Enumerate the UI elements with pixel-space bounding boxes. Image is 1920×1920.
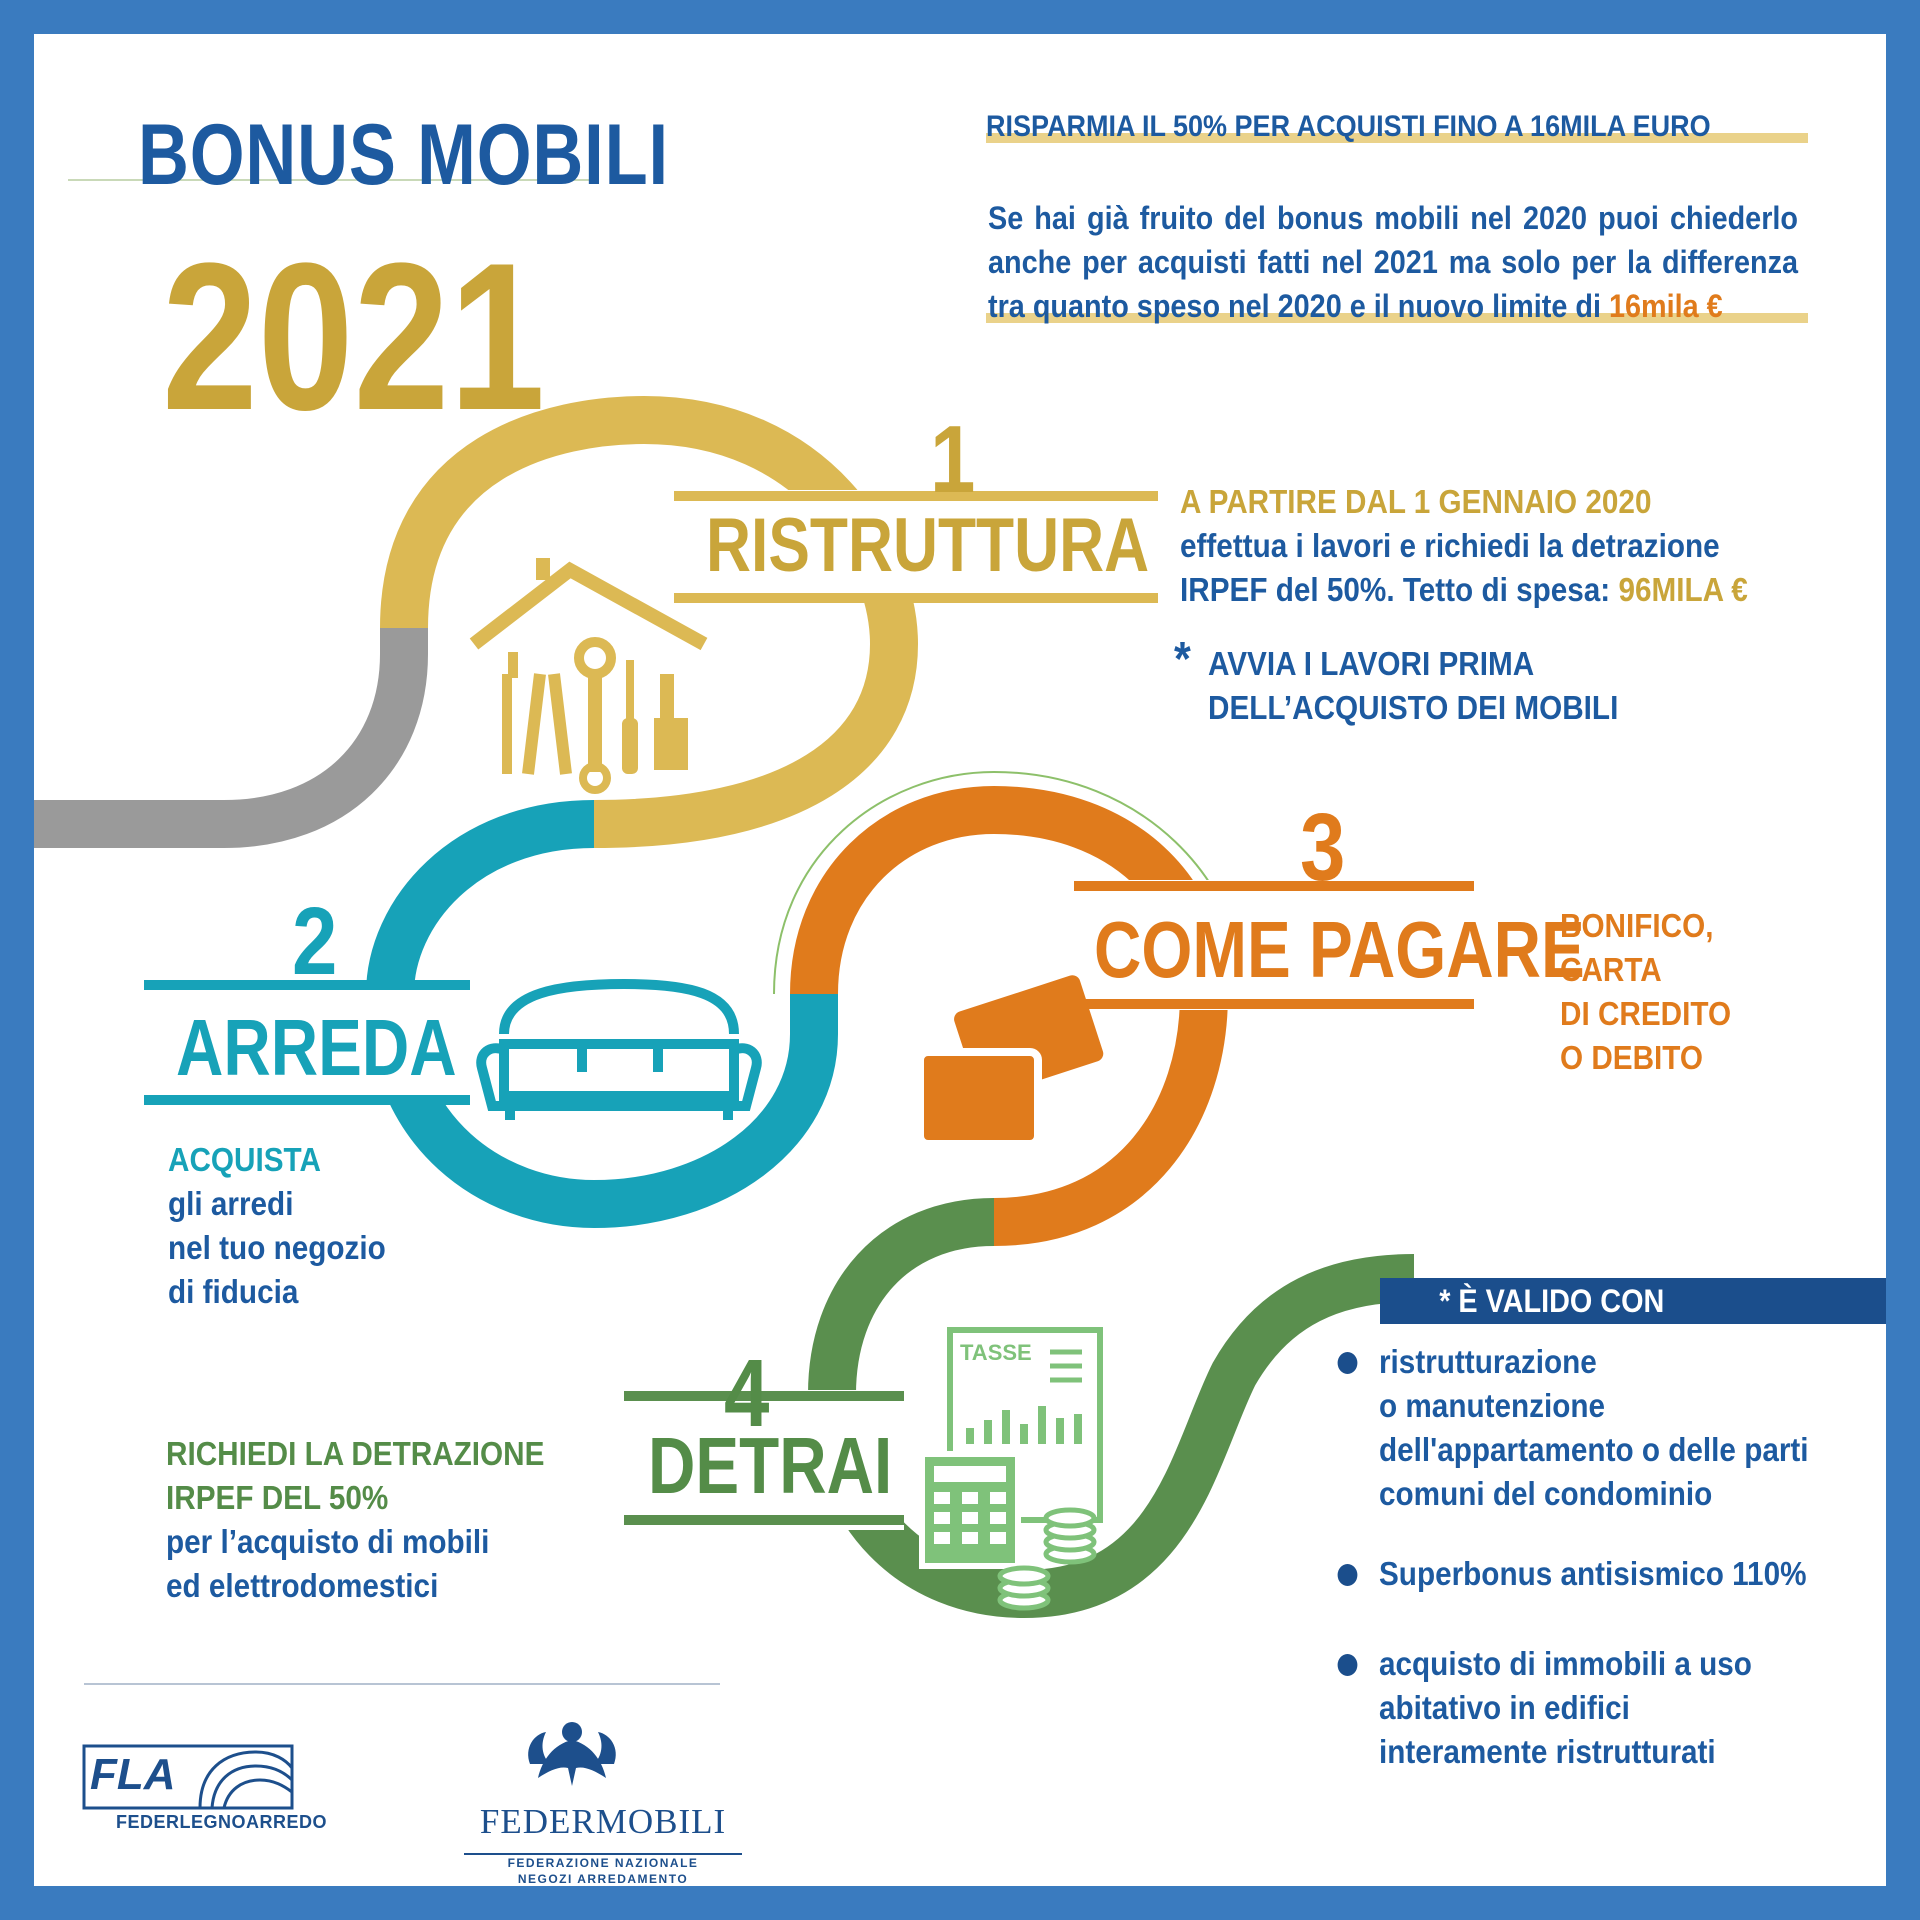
step-2-line3: di fiducia — [168, 1273, 299, 1310]
validity-header: * È VALIDO CON — [1414, 1278, 1886, 1324]
step-1-number: 1 — [930, 406, 976, 513]
intro-paragraph — [988, 196, 1798, 328]
infographic-card — [34, 34, 1886, 1886]
bullet-dot — [1338, 1352, 1358, 1374]
tagline: RISPARMIA IL 50% PER ACQUISTI FINO A 16MILA EURO — [986, 110, 1711, 143]
step-2-heading: ACQUISTA — [168, 1141, 321, 1178]
step-3-line2: CARTA — [1560, 951, 1662, 988]
step-1-note2: DELL’ACQUISTO DEI MOBILI — [1208, 689, 1619, 726]
step-2-line1: gli arredi — [168, 1185, 294, 1222]
step-1-note-star: * — [1174, 633, 1191, 686]
step-1-heading: A PARTIRE DAL 1 GENNAIO 2020 — [1180, 483, 1652, 520]
step-4-number: 4 — [724, 1340, 770, 1447]
fla-logo-mark: FLA — [90, 1750, 176, 1799]
step-1-line1: effettua i lavori e richiedi la detrazione — [1180, 527, 1720, 564]
fla-name: FEDERLEGNOARREDO — [116, 1812, 328, 1832]
intro-highlight: 16mila € — [1608, 288, 1723, 324]
bullet-dot — [1338, 1564, 1358, 1586]
step-4-label: DETRAI — [648, 1421, 893, 1510]
step-4-heading2: IRPEF DEL 50% — [166, 1479, 389, 1516]
step-3-line3: DI CREDITO — [1560, 995, 1732, 1032]
eagle-emblem-icon — [528, 1722, 616, 1786]
step-4-line1: per l’acquisto di mobili — [166, 1523, 490, 1560]
step-3-line1: BONIFICO, — [1560, 907, 1714, 944]
loop-ristruttura — [404, 420, 894, 824]
tax-doc-label: TASSE — [960, 1340, 1032, 1365]
title-bonus-mobili: BONUS MOBILI — [138, 107, 669, 203]
sofa-icon — [481, 984, 757, 1120]
step-2-number: 2 — [292, 888, 338, 995]
step-2-label: ARREDA — [176, 1003, 457, 1092]
federmobili-name: FEDERMOBILI — [479, 1802, 727, 1841]
federmobili-sub1: FEDERAZIONE NAZIONALE — [507, 1856, 699, 1870]
federmobili-sub2: NEGOZI ARREDAMENTO — [517, 1872, 689, 1886]
bullet-dot — [1338, 1654, 1358, 1676]
credit-cards-icon — [920, 973, 1105, 1144]
step-1-note1: AVVIA I LAVORI PRIMA — [1208, 645, 1535, 682]
intro-text: Se hai già fruito del bonus mobili nel 2020 puoi chiederlo anche per acquisti fatti nel 2021 ma solo per la differenza tra quanto speso nel 2020 e il nuovo limite di — [988, 200, 1798, 324]
step-1-highlight: 96MILA € — [1618, 571, 1748, 608]
step-2-line2: nel tuo negozio — [168, 1229, 386, 1266]
house-tools-icon — [474, 558, 704, 790]
step-3-label: COME PAGARE — [1094, 905, 1585, 994]
path-start — [34, 628, 404, 824]
step-4-line2: ed elettrodomestici — [166, 1567, 439, 1604]
title-year: 2021 — [162, 219, 546, 454]
step-1-label: RISTRUTTURA — [706, 503, 1150, 588]
validity-item-1: ristrutturazione o manutenzione dell'appartamento o delle parti comuni del condominio — [1379, 1340, 1809, 1516]
step-3-line4: O DEBITO — [1560, 1039, 1704, 1076]
step-4-heading1: RICHIEDI LA DETRAZIONE — [166, 1435, 545, 1472]
step-3-number: 3 — [1300, 794, 1346, 901]
validity-item-3: acquisto di immobili a uso abitativo in edifici interamente ristrutturati — [1379, 1642, 1752, 1774]
step-1-line2: IRPEF del 50%. Tetto di spesa: 96MILA € — [1180, 571, 1748, 608]
validity-item-2: Superbonus antisismico 110% — [1379, 1552, 1807, 1596]
